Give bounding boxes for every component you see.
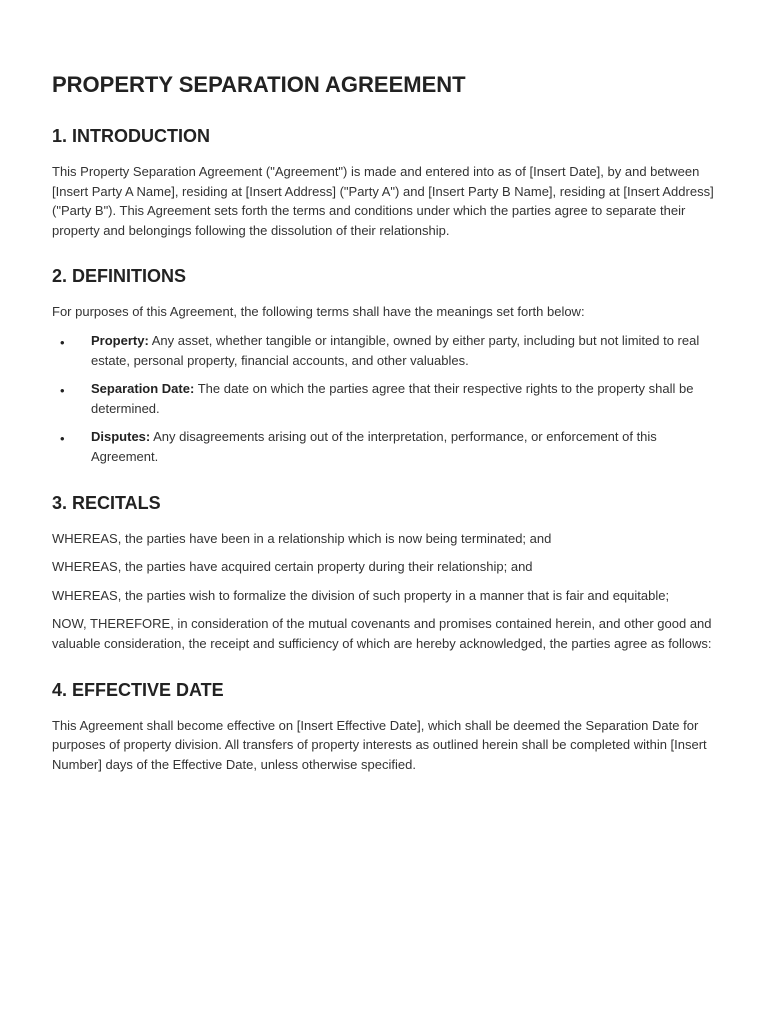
section-recitals — [52, 491, 722, 654]
bullet-icon: • — [60, 334, 65, 350]
definition-term: Disputes: — [91, 429, 151, 445]
section-definitions — [52, 264, 722, 466]
definitions-list — [52, 331, 722, 467]
bullet-icon: • — [60, 431, 65, 447]
definition-text: Any disagreements arising out of the interpretation, performance, or enforcement of this Agreement. — [91, 429, 657, 464]
recital-paragraph: WHEREAS, the parties have acquired certain property during their relationship; and — [52, 559, 533, 575]
list-item — [52, 379, 722, 418]
document-page — [52, 70, 722, 798]
definition-term: Separation Date: — [91, 381, 195, 397]
list-item — [52, 331, 722, 370]
recital-paragraph: WHEREAS, the parties wish to formalize the division of such property in a manner that is fair and equitable; — [52, 587, 670, 603]
list-item — [52, 427, 722, 466]
section-introduction — [52, 124, 722, 240]
section-heading-effective-date: 4. EFFECTIVE DATE — [52, 679, 224, 700]
definition-term: Property: — [91, 332, 149, 348]
bullet-icon: • — [60, 383, 65, 399]
recital-paragraph: NOW, THEREFORE, in consideration of the mutual covenants and promises contained herein, and other good and valuable consideration, the receipt and sufficiency of which are hereby acknowledged, the parties agree as follows: — [52, 616, 712, 651]
effective-date-paragraph: This Agreement shall become effective on [Insert Effective Date], which shall be deemed the Separation Date for purposes of property division. All transfers of property interests as outlined herein shall be completed within [Insert Number] days of the Effective Date, unless otherwise specified. — [52, 717, 707, 772]
section-effective-date — [52, 678, 722, 775]
section-heading-recitals: 3. RECITALS — [52, 492, 161, 513]
document-title: PROPERTY SEPARATION AGREEMENT — [52, 72, 466, 97]
definition-text: The date on which the parties agree that their respective rights to the property shall be determined. — [91, 381, 694, 416]
section-heading-introduction: 1. INTRODUCTION — [52, 126, 211, 146]
introduction-paragraph: This Property Separation Agreement ("Agreement") is made and entered into as of [Insert Date], by and between [Insert Party A Name], residing at [Insert Address] ("Party A") and [Insert Party B Name], residing at [Insert Address] ("Party B"). This Agreement sets forth the terms and conditions under which the parties agree to separate their property and belongings following the dissolution of their relationship. — [52, 164, 714, 238]
definitions-intro: For purposes of this Agreement, the following terms shall have the meanings set forth below: — [52, 304, 585, 320]
definition-text: Any asset, whether tangible or intangible, owned by either party, including but not limited to real estate, personal property, financial accounts, and other valuables. — [91, 332, 700, 368]
section-heading-definitions: 2. DEFINITIONS — [52, 266, 187, 287]
recital-paragraph: WHEREAS, the parties have been in a relationship which is now being terminated; and — [52, 530, 552, 546]
